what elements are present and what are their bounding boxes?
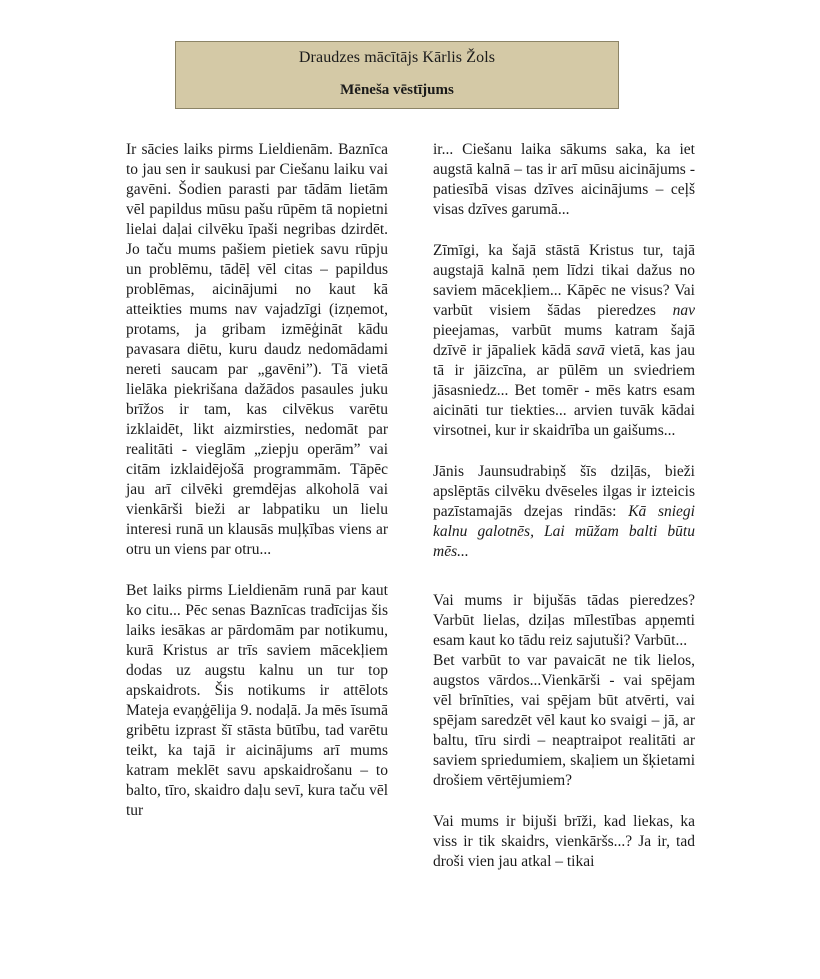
paragraph: ir... Ciešanu laika sākums saka, ka iet augstā kalnā – tas ir arī mūsu aicinājums - patiesībā visas dzīves aicinājums – ceļš visas dzīves garumā... bbox=[433, 141, 695, 218]
paragraph: Ir sācies laiks pirms Lieldienām. Baznīca to jau sen ir saukusi par Ciešanu laiku vai gavēni. Šodien parasti par tādām lietām vēl papildus mūsu pašu rūpēm tā nopietni lielai daļai cilvēku īpaši negribas dzirdēt. Jo taču mums pašiem pietiek savu rūpju un problēmu, tādēļ vēl citas – papildus problēmas, aicinājumi no kaut kā atteikties mums nav vajadzīgi (izņemot, protams, ja gribam izmēģināt kādu pavasara diētu, kuru daudz nedomādami nereti saucam par „gavēni”). Tā vietā lielāka piekrišana dažādos pasaules juku brīžos ir tam, kas cilvēkus varētu izklaidēt, likt aizmirsties, nedomāt par realitāti - vieglām „ziepju operām” vai citām izklaidējošā programmām. Tāpēc jau arī cilvēki gremdējas alkoholā vai vienkārši bieži ar labpatiku un lielu interesi runā un klausās muļķības viens ar otru un viens par otru... bbox=[126, 141, 388, 558]
paragraph-text: Jānis Jaunsudrabiņš šīs dziļās, bieži apslēptās cilvēku dvēseles ilgas ir izteicis pazīstamajās dzejas rindās: bbox=[433, 463, 695, 520]
emphasis-text: nav bbox=[672, 302, 696, 319]
author-line: Draudzes mācītājs Kārlis Žols bbox=[298, 49, 496, 66]
emphasis-text: savā bbox=[576, 342, 605, 359]
article-title: Mēneša vēstījums bbox=[340, 82, 454, 98]
poem-quote: Kā sniegi kalnu galotnēs, Lai mūžam balti būtu mēs... bbox=[433, 503, 695, 560]
paragraph: Vai mums ir bijuši brīži, kad liekas, ka viss ir tik skaidrs, vienkāršs...? Ja ir, tad droši vien jau atkal – tikai bbox=[433, 813, 695, 870]
paragraph: Vai mums ir bijušās tādas pieredzes? Varbūt lielas, dziļas mīlestības apņemti esam kaut ko tādu reiz sajutuši? Varbūt... bbox=[433, 592, 695, 649]
paragraph: Bet laiks pirms Lieldienām runā par kaut ko citu... Pēc senas Baznīcas tradīcijas šis laiks iesākas ar pārdomām par notikumu, kurā Kristus ar trīs saviem mācekļiem dodas uz augstu kalnu un tur top apskaidrots. Šis notikums ir attēlots Mateja evaņģēlija 9. nodaļā. Ja mēs īsumā gribētu izprast šī stāsta būtību, tad varētu teikt, ka tajā ir aicinājums arī mums katram meklēt savu apskaidrošanu – to balto, tīro, skaidro daļu sevī, kura taču vēl tur bbox=[126, 582, 388, 819]
paragraph: Bet varbūt to var pavaicāt ne tik lielos, augstos vārdos...Vienkārši - vai spējam vēl brīnīties, vai spējam būt atvērti, vai spējam saredzēt vēl kaut ko svaigi – jā, ar baltu, tīru sirdi – neaptraipot realitāti ar saviem spriedumiem, skaļiem un šķietami drošiem vērtējumiem? bbox=[433, 652, 695, 789]
left-column bbox=[126, 140, 388, 842]
header-box bbox=[175, 41, 619, 109]
paragraph-text: pieejamas, varbūt mums katram šajā dzīvē ir jāpaliek kādā bbox=[433, 322, 695, 359]
paragraph-text: Zīmīgi, ka šajā stāstā Kristus tur, tajā augstajā kalnā ņem līdzi tikai dažus no saviem mācekļiem... Kāpēc ne visus? Vai varbūt visiem šādas pieredzes bbox=[433, 242, 695, 319]
paragraph bbox=[433, 462, 695, 562]
paragraph-text: vietā, kas jau tā ir jāizcīna, ar pūlēm un sviedriem jāsasniedz... Bet tomēr - mēs katrs esam aicināti tur tiekties... arvien tuvāk kādai virsotnei, kur ir skaidrība un gaišums... bbox=[433, 342, 695, 439]
paragraph bbox=[433, 241, 695, 441]
right-column bbox=[433, 140, 695, 893]
